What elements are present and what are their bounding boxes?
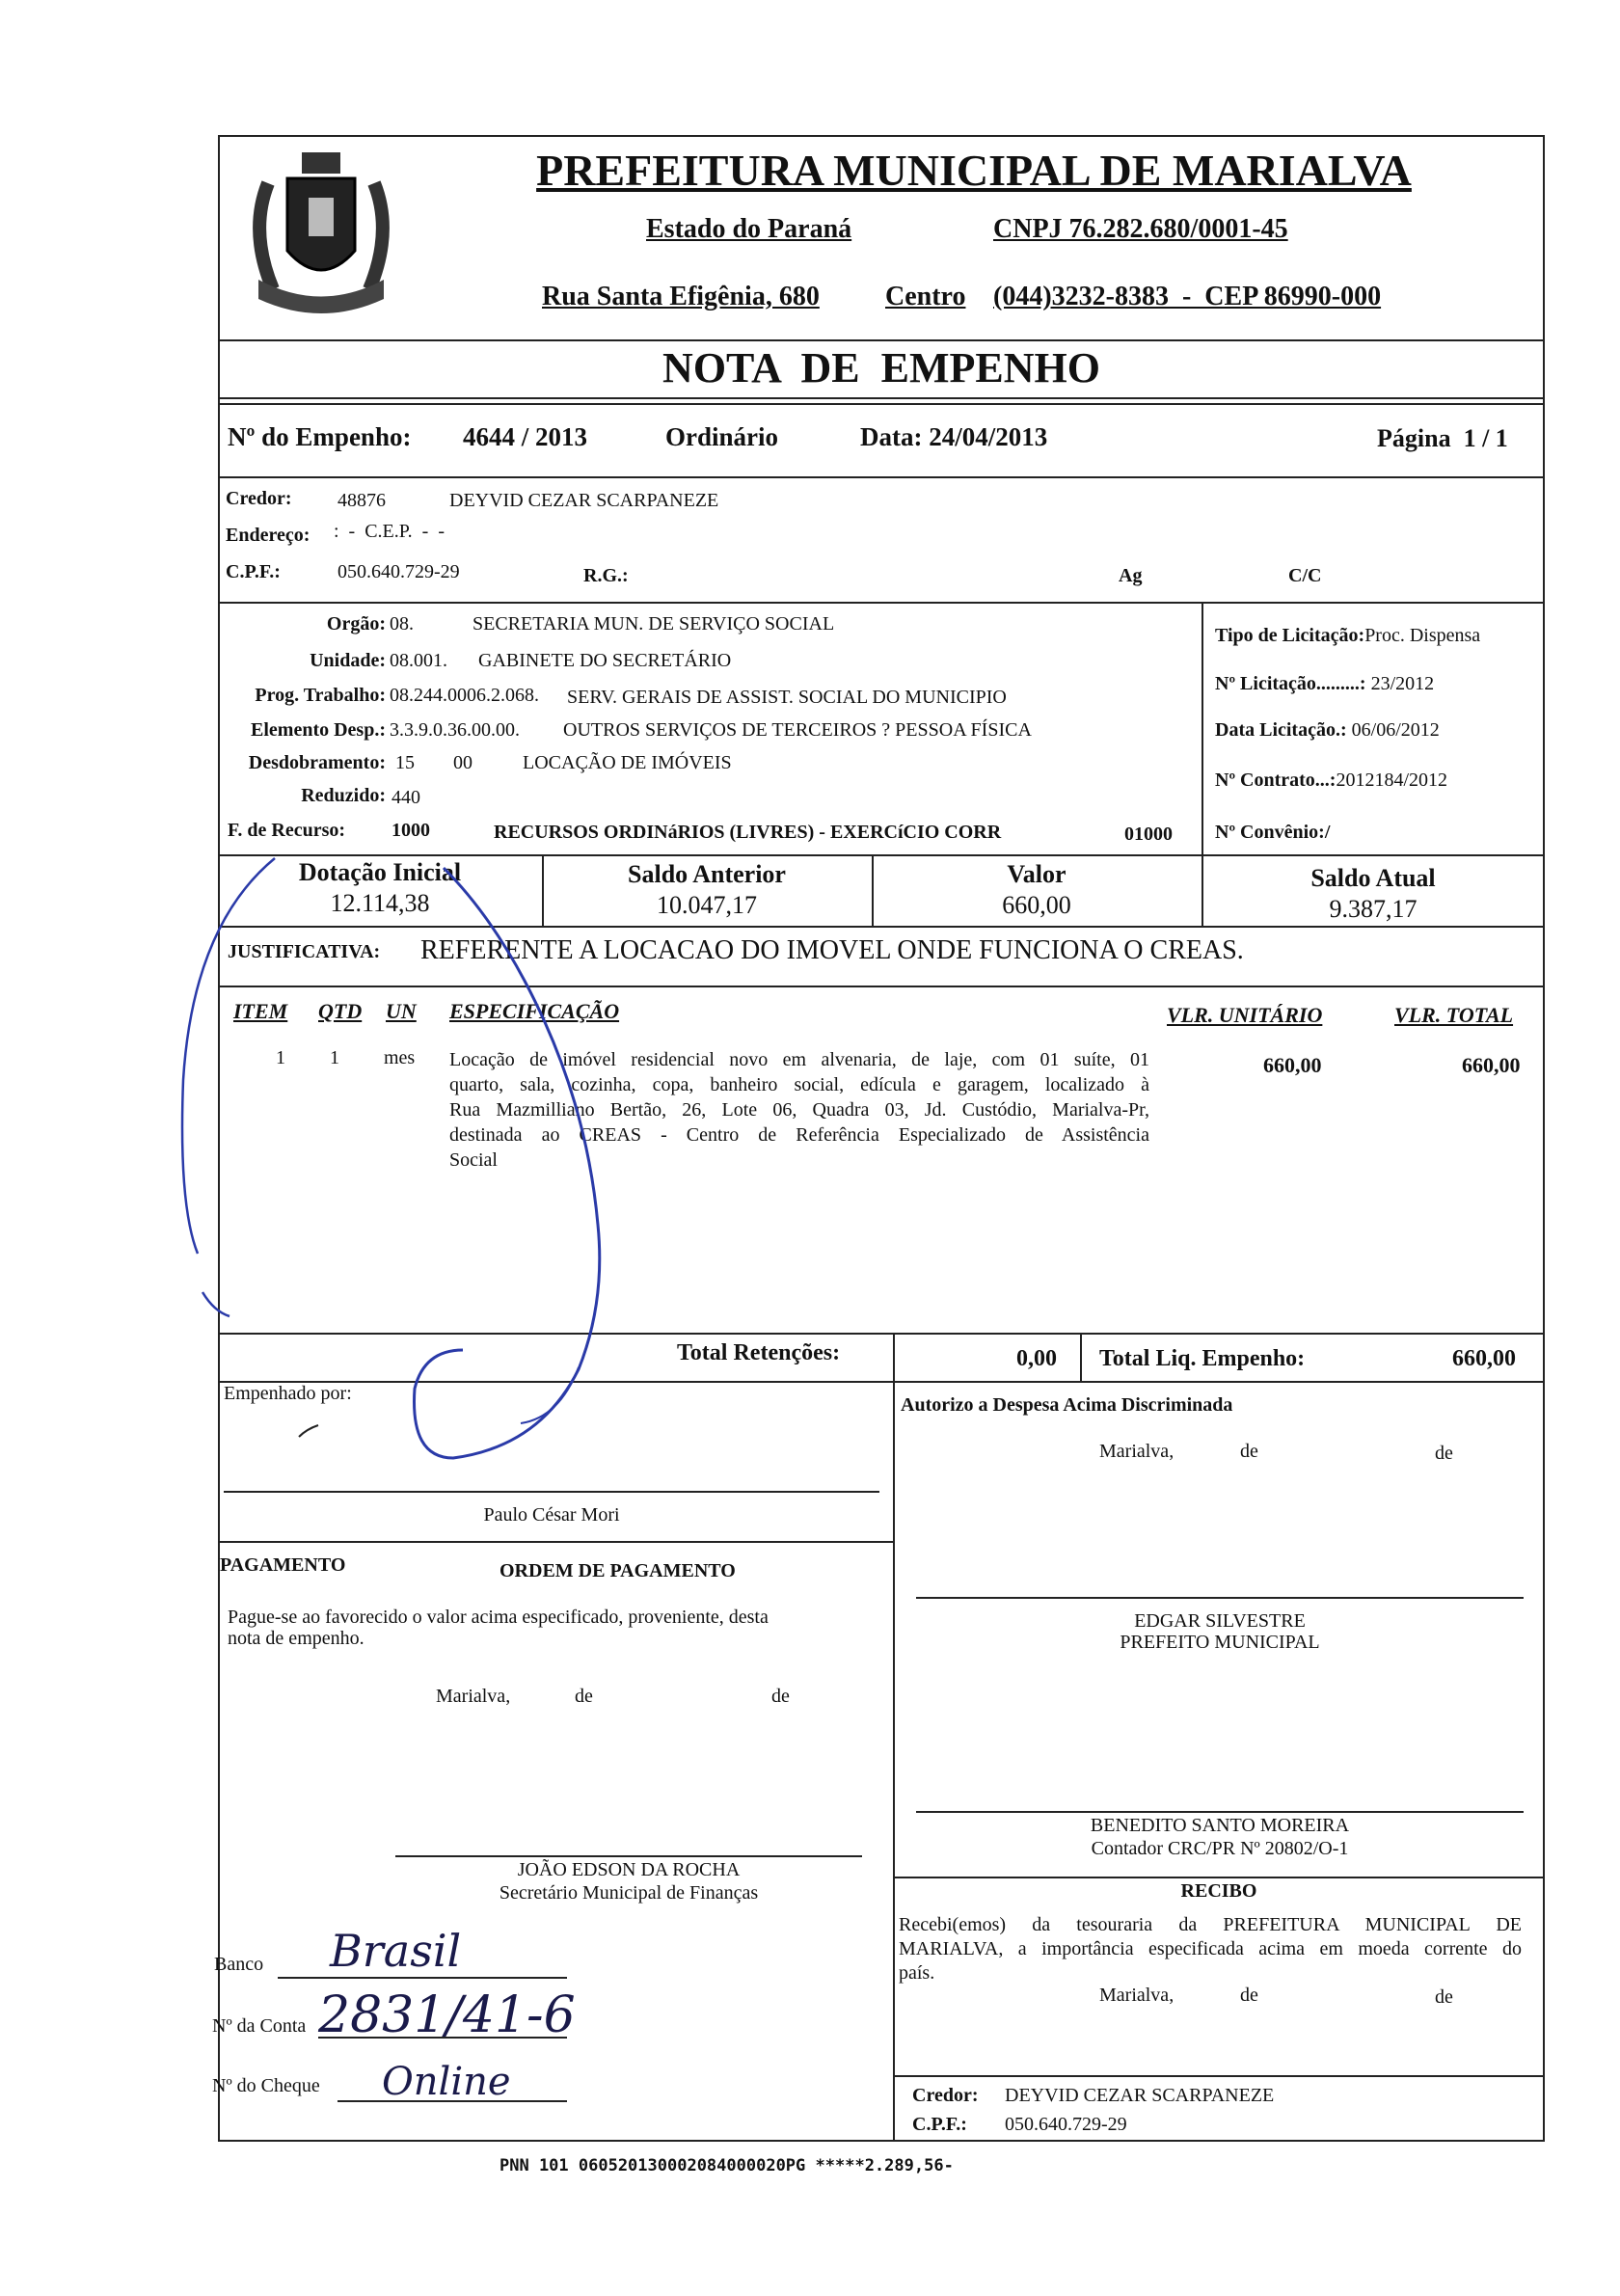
justificativa-label: JUSTIFICATIVA: xyxy=(228,941,381,962)
banco-label: Banco xyxy=(214,1954,264,1975)
recurso-code: 1000 xyxy=(392,820,430,841)
endereco-value: : - C.E.P. - - xyxy=(334,521,445,542)
banco-handwritten: Brasil xyxy=(330,1925,462,1977)
total-retencoes-label: Total Retenções: xyxy=(677,1340,841,1365)
empenhado-name: Paulo César Mori xyxy=(483,1504,620,1526)
empenho-date: Data: 24/04/2013 xyxy=(860,422,1048,451)
cpf-label: C.P.F.: xyxy=(226,561,281,582)
total-liq-value: 660,00 xyxy=(1452,1346,1516,1371)
cc-label: C/C xyxy=(1288,565,1322,586)
col-un: UN xyxy=(386,999,417,1023)
item-vlr-unit: 660,00 xyxy=(1263,1053,1322,1077)
col-item: ITEM xyxy=(233,999,288,1023)
saldo-anterior-value: 10.047,17 xyxy=(657,891,757,919)
credor-label: Credor: xyxy=(226,488,292,509)
prog-label: Prog. Trabalho: xyxy=(255,685,386,706)
recibo-de2: de xyxy=(1435,1986,1453,2008)
cnpj: CNPJ 76.282.680/0001-45 xyxy=(993,214,1288,244)
credor-name: DEYVID CEZAR SCARPANEZE xyxy=(449,490,719,511)
credor-code: 48876 xyxy=(338,490,386,511)
unidade-code: 08.001. xyxy=(390,650,447,671)
saldo-anterior-label: Saldo Anterior xyxy=(628,860,786,888)
rg-label: R.G.: xyxy=(583,565,629,586)
recibo-text-line: país. xyxy=(899,1962,935,1984)
recibo-cpf: 050.640.729-29 xyxy=(1005,2114,1127,2135)
num-contrato-value: 2012184/2012 xyxy=(1336,770,1448,791)
item-desc-line: Rua Mazmilliano Bertão, 26, Lote 06, Quadra 03, Jd. Custódio, Marialva-Pr, xyxy=(449,1099,1149,1121)
conta-handwritten: 2831/41-6 xyxy=(318,1986,576,2044)
ordem-pagamento-label: ORDEM DE PAGAMENTO xyxy=(500,1560,736,1581)
item-qtd: 1 xyxy=(330,1047,339,1068)
empenhado-label: Empenhado por: xyxy=(224,1383,352,1404)
cheque-handwritten: Online xyxy=(382,2060,511,2104)
autorizo-city: Marialva, xyxy=(1099,1441,1174,1462)
recibo-text-line: Recebi(emos) da tesouraria da PREFEITURA MUNICIPAL DE xyxy=(899,1914,1522,1935)
num-convenio: Nº Convênio:/ xyxy=(1215,822,1331,843)
recibo-city: Marialva, xyxy=(1099,1985,1174,2006)
elemento-name: OUTROS SERVIÇOS DE TERCEIROS ? PESSOA FÍSICA xyxy=(563,719,1032,741)
unidade-name: GABINETE DO SECRETÁRIO xyxy=(478,650,732,671)
item-un: mes xyxy=(384,1047,416,1068)
prefeito-name: EDGAR SILVESTRE xyxy=(1134,1610,1306,1632)
prefeito-title: PREFEITO MUNICIPAL xyxy=(1120,1632,1320,1653)
num-contrato-label: Nº Contrato...: xyxy=(1215,770,1336,791)
unidade-label: Unidade: xyxy=(310,650,386,671)
col-vlr-unit: VLR. UNITÁRIO xyxy=(1167,1003,1323,1027)
reduzido-code: 440 xyxy=(392,787,420,808)
desdobramento-code: 15 xyxy=(395,752,415,773)
reduzido-label: Reduzido: xyxy=(301,785,386,806)
total-retencoes-value: 0,00 xyxy=(1016,1346,1057,1371)
ag-label: Ag xyxy=(1119,565,1143,586)
item-desc-line: Locação de imóvel residencial novo em alvenaria, de laje, com 01 suíte, 01 xyxy=(449,1049,1149,1070)
item-desc-line: Social xyxy=(449,1149,498,1171)
district: Centro xyxy=(885,282,966,311)
data-licitacao-label: Data Licitação.: xyxy=(1215,719,1347,741)
desdobramento-sub: 00 xyxy=(453,752,472,773)
orgao-label: Orgão: xyxy=(326,613,386,635)
autorizo-de1: de xyxy=(1240,1441,1258,1462)
dotacao-value: 12.114,38 xyxy=(330,889,430,917)
cpf-value: 050.640.729-29 xyxy=(338,561,460,582)
prog-name: SERV. GERAIS DE ASSIST. SOCIAL DO MUNICIPIO xyxy=(567,687,1007,708)
elemento-code: 3.3.9.0.36.00.00. xyxy=(390,719,520,741)
contador-name: BENEDITO SANTO MOREIRA xyxy=(1090,1815,1350,1836)
desdobramento-label: Desdobramento: xyxy=(248,752,386,773)
recibo-credor-name: DEYVID CEZAR SCARPANEZE xyxy=(1005,2085,1275,2106)
valor-value: 660,00 xyxy=(1002,891,1071,919)
elemento-label: Elemento Desp.: xyxy=(251,719,386,741)
desdobramento-name: LOCAÇÃO DE IMÓVEIS xyxy=(523,752,732,773)
tipo-licitacao-label-text: Tipo de Licitação: xyxy=(1215,625,1365,646)
org-title: PREFEITURA MUNICIPAL DE MARIALVA xyxy=(536,146,1412,195)
page-number: Página 1 / 1 xyxy=(1377,424,1508,452)
recibo-cpf-label: C.P.F.: xyxy=(912,2114,967,2135)
pagamento-label: PAGAMENTO xyxy=(220,1554,346,1576)
pagamento-city: Marialva, xyxy=(436,1686,511,1707)
saldo-atual-value: 9.387,17 xyxy=(1329,895,1418,923)
empenho-num-label: Nº do Empenho: xyxy=(228,422,412,451)
pagamento-de1: de xyxy=(575,1686,593,1707)
col-qtd: QTD xyxy=(318,999,363,1023)
item-desc-line: destinada ao CREAS - Centro de Referência Especializado de Assistência xyxy=(449,1124,1149,1146)
recibo-label: RECIBO xyxy=(1180,1880,1257,1902)
data-licitacao-value: 06/06/2012 xyxy=(1351,719,1440,741)
num-licitacao-label: Nº Licitação.........: xyxy=(1215,673,1366,694)
saldo-atual-label: Saldo Atual xyxy=(1310,864,1436,892)
recibo-text-line: MARIALVA, a importância especificada acima em moeda corrente do xyxy=(899,1938,1522,1959)
pagamento-de2: de xyxy=(771,1686,790,1707)
recurso-name: RECURSOS ORDINáRIOS (LIVRES) - EXERCíCIO CORR xyxy=(494,822,1002,843)
dotacao-label: Dotação Inicial xyxy=(298,858,462,886)
empenho-num: 4644 / 2013 xyxy=(463,422,588,451)
doc-title: NOTA DE EMPENHO xyxy=(662,344,1100,392)
justificativa-text: REFERENTE A LOCACAO DO IMOVEL ONDE FUNCIONA O CREAS. xyxy=(420,935,1244,965)
recibo-credor-label: Credor: xyxy=(912,2085,979,2106)
secretario-name: JOÃO EDSON DA ROCHA xyxy=(517,1859,741,1880)
col-vlr-total: VLR. TOTAL xyxy=(1394,1003,1514,1027)
autorizo-de2: de xyxy=(1435,1443,1453,1464)
contador-title: Contador CRC/PR Nº 20802/O-1 xyxy=(1091,1838,1349,1859)
pagamento-text-1: Pague-se ao favorecido o valor acima especificado, proveniente, desta xyxy=(228,1607,769,1628)
item-vlr-total: 660,00 xyxy=(1462,1053,1521,1077)
orgao-code: 08. xyxy=(390,613,414,635)
secretario-title: Secretário Municipal de Finanças xyxy=(499,1882,759,1904)
prog-code: 08.244.0006.2.068. xyxy=(390,685,539,706)
item-num: 1 xyxy=(276,1047,285,1068)
recibo-de1: de xyxy=(1240,1985,1258,2006)
autorizo-label: Autorizo a Despesa Acima Discriminada xyxy=(901,1394,1233,1416)
bank-stamp: PNN 101 060520130002084000020PG *****2.289,56- xyxy=(500,2156,954,2175)
recurso-label: F. de Recurso: xyxy=(228,820,346,841)
conta-label: Nº da Conta xyxy=(212,2015,307,2037)
empenho-type: Ordinário xyxy=(665,422,779,451)
col-espec: ESPECIFICAÇÃO xyxy=(449,999,620,1023)
orgao-name: SECRETARIA MUN. DE SERVIÇO SOCIAL xyxy=(472,613,835,635)
num-licitacao-value: 23/2012 xyxy=(1370,673,1435,694)
recurso-num: 01000 xyxy=(1124,824,1173,845)
pagamento-text-2: nota de empenho. xyxy=(228,1628,364,1649)
phone-cep: (044)3232-8383 - CEP 86990-000 xyxy=(993,282,1382,311)
state-name: Estado do Paraná xyxy=(646,214,852,244)
street: Rua Santa Efigênia, 680 xyxy=(542,282,820,311)
cheque-label: Nº do Cheque xyxy=(212,2075,320,2096)
endereco-label: Endereço: xyxy=(226,525,310,546)
tipo-licitacao-value: Proc. Dispensa xyxy=(1364,625,1481,646)
total-liq-label: Total Liq. Empenho: xyxy=(1099,1346,1306,1371)
valor-label: Valor xyxy=(1007,860,1066,888)
item-desc-line: quarto, sala, cozinha, copa, banheiro social, edícula e garagem, localizado à xyxy=(449,1074,1149,1095)
